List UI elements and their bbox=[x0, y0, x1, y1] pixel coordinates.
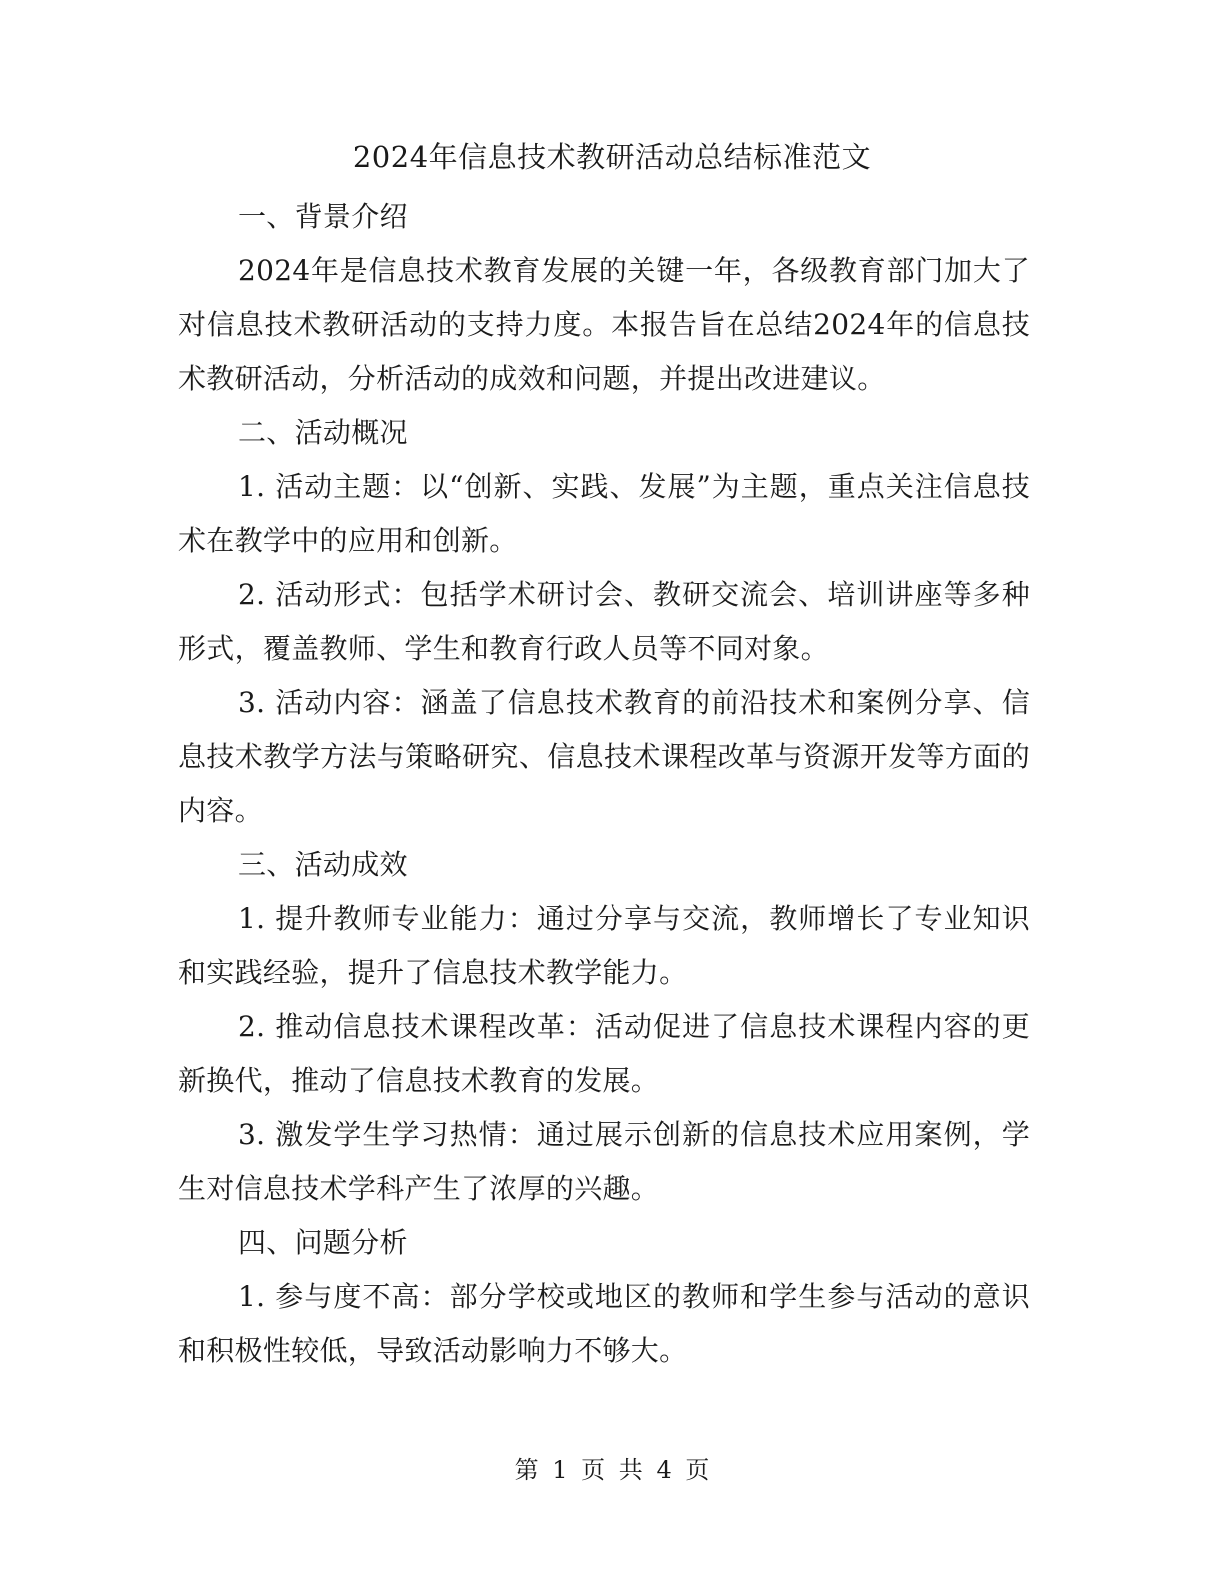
paragraph-overview-format: 2. 活动形式：包括学术研讨会、教研交流会、培训讲座等多种形式，覆盖教师、学生和教育行政人员等不同对象。 bbox=[178, 578, 1030, 665]
document-body bbox=[178, 190, 1030, 1378]
section-heading-background: 一、背景介绍 bbox=[238, 200, 408, 233]
document-title: 2024年信息技术教研活动总结标准范文 bbox=[352, 140, 872, 174]
paragraph-problems-participation: 1. 参与度不高：部分学校或地区的教师和学生参与活动的意识和积极性较低，导致活动影响力不够大。 bbox=[178, 1280, 1030, 1367]
paragraph-results-curriculum: 2. 推动信息技术课程改革：活动促进了信息技术课程内容的更新换代，推动了信息技术教育的发展。 bbox=[178, 1010, 1030, 1097]
section-heading-problems: 四、问题分析 bbox=[238, 1226, 408, 1259]
paragraph-overview-content: 3. 活动内容：涵盖了信息技术教育的前沿技术和案例分享、信息技术教学方法与策略研究、信息技术课程改革与资源开发等方面的内容。 bbox=[178, 686, 1030, 827]
paragraph-results-teachers: 1. 提升教师专业能力：通过分享与交流，教师增长了专业知识和实践经验，提升了信息技术教学能力。 bbox=[178, 902, 1030, 989]
section-heading-overview: 二、活动概况 bbox=[238, 416, 408, 449]
paragraph-results-students: 3. 激发学生学习热情：通过展示创新的信息技术应用案例，学生对信息技术学科产生了浓厚的兴趣。 bbox=[178, 1118, 1030, 1205]
paragraph-overview-theme: 1. 活动主题：以“创新、实践、发展”为主题，重点关注信息技术在教学中的应用和创新。 bbox=[178, 470, 1030, 557]
page-footer: 第 1 页 共 4 页 bbox=[514, 1456, 710, 1484]
paragraph-background: 2024年是信息技术教育发展的关键一年，各级教育部门加大了对信息技术教研活动的支持力度。本报告旨在总结2024年的信息技术教研活动，分析活动的成效和问题，并提出改进建议。 bbox=[178, 254, 1030, 395]
section-heading-results: 三、活动成效 bbox=[238, 848, 408, 881]
